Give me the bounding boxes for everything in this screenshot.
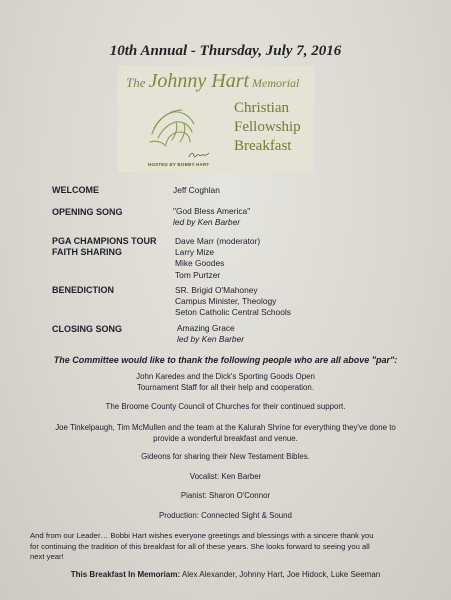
thanks-item-gideons: Gideons for sharing their New Testament Bibles. — [141, 452, 310, 461]
thanks-item-pianist: Pianist: Sharon O'Connor — [180, 491, 271, 500]
memoriam-label: This Breakfast In Memoriam: — [70, 570, 181, 579]
thanks-item-council: The Broome County Council of Churches for their continued support. — [105, 402, 346, 411]
logo-subtitle — [234, 99, 301, 156]
logo-line-breakfast: Breakfast — [234, 138, 292, 154]
memoriam-names: Alex Alexander, Johnny Hart, Joe Hidock, Luke Seeman — [181, 570, 381, 579]
thanks-item-production: Production: Connected Sight & Sound — [159, 511, 292, 520]
program-label-opening-song: OPENING SONG — [52, 207, 123, 217]
hosted-by-text: HOSTED BY BOBBY HART — [148, 162, 210, 167]
closing-message: And from our Leader… Bobbi Hart wishes everyone greetings and blessings with a sincere thank you for continuing the tradition of this breakfast for all of these years. She looks forward to seeing you all next year! — [30, 531, 374, 562]
logo-name: Johnny Hart — [148, 70, 250, 92]
program-value-faith-sharing: Dave Marr (moderator) Larry Mize Mike Goodes Tom Purtzer — [175, 236, 261, 280]
logo-line-christian: Christian — [234, 100, 289, 116]
program-value-welcome: Jeff Coghlan — [173, 185, 220, 195]
event-date-title: 10th Annual - Thursday, July 7, 2016 — [109, 43, 342, 59]
program-value-closing-song: Amazing Grace led by Ken Barber — [177, 323, 245, 345]
logo-line-fellowship: Fellowship — [234, 119, 301, 135]
program-label-faith-sharing: PGA CHAMPIONS TOUR FAITH SHARING — [52, 236, 157, 257]
praying-hands-icon — [146, 104, 202, 150]
thanks-item-dicks: John Karedes and the Dick's Sporting Goods Open Tournament Staff for all their help and cooperation. — [136, 372, 315, 392]
program-label-benediction: BENEDICTION — [52, 285, 115, 295]
logo-memorial: Memorial — [252, 76, 300, 90]
program-label-closing-song: CLOSING SONG — [52, 324, 123, 334]
program-value-benediction: SR. Brigid O'Mahoney Campus Minister, Theology Seton Catholic Central Schools — [175, 285, 291, 318]
program-value-opening-song: "God Bless America" led by Ken Barber — [173, 206, 251, 228]
logo-the: The — [126, 75, 146, 90]
thanks-heading: The Committee would like to thank the following people who are all above "par": — [53, 355, 398, 365]
memoriam-line — [0, 570, 451, 579]
thanks-item-shrine: Joe Tinkelpaugh, Tim McMullen and the team at the Kalurah Shrine for everything they've done to provide a wonderful breakfast and venue. — [55, 423, 396, 443]
program-label-welcome: WELCOME — [52, 185, 99, 195]
logo-title — [126, 70, 316, 93]
signature-icon — [188, 150, 210, 160]
thanks-item-vocalist: Vocalist: Ken Barber — [189, 472, 262, 481]
